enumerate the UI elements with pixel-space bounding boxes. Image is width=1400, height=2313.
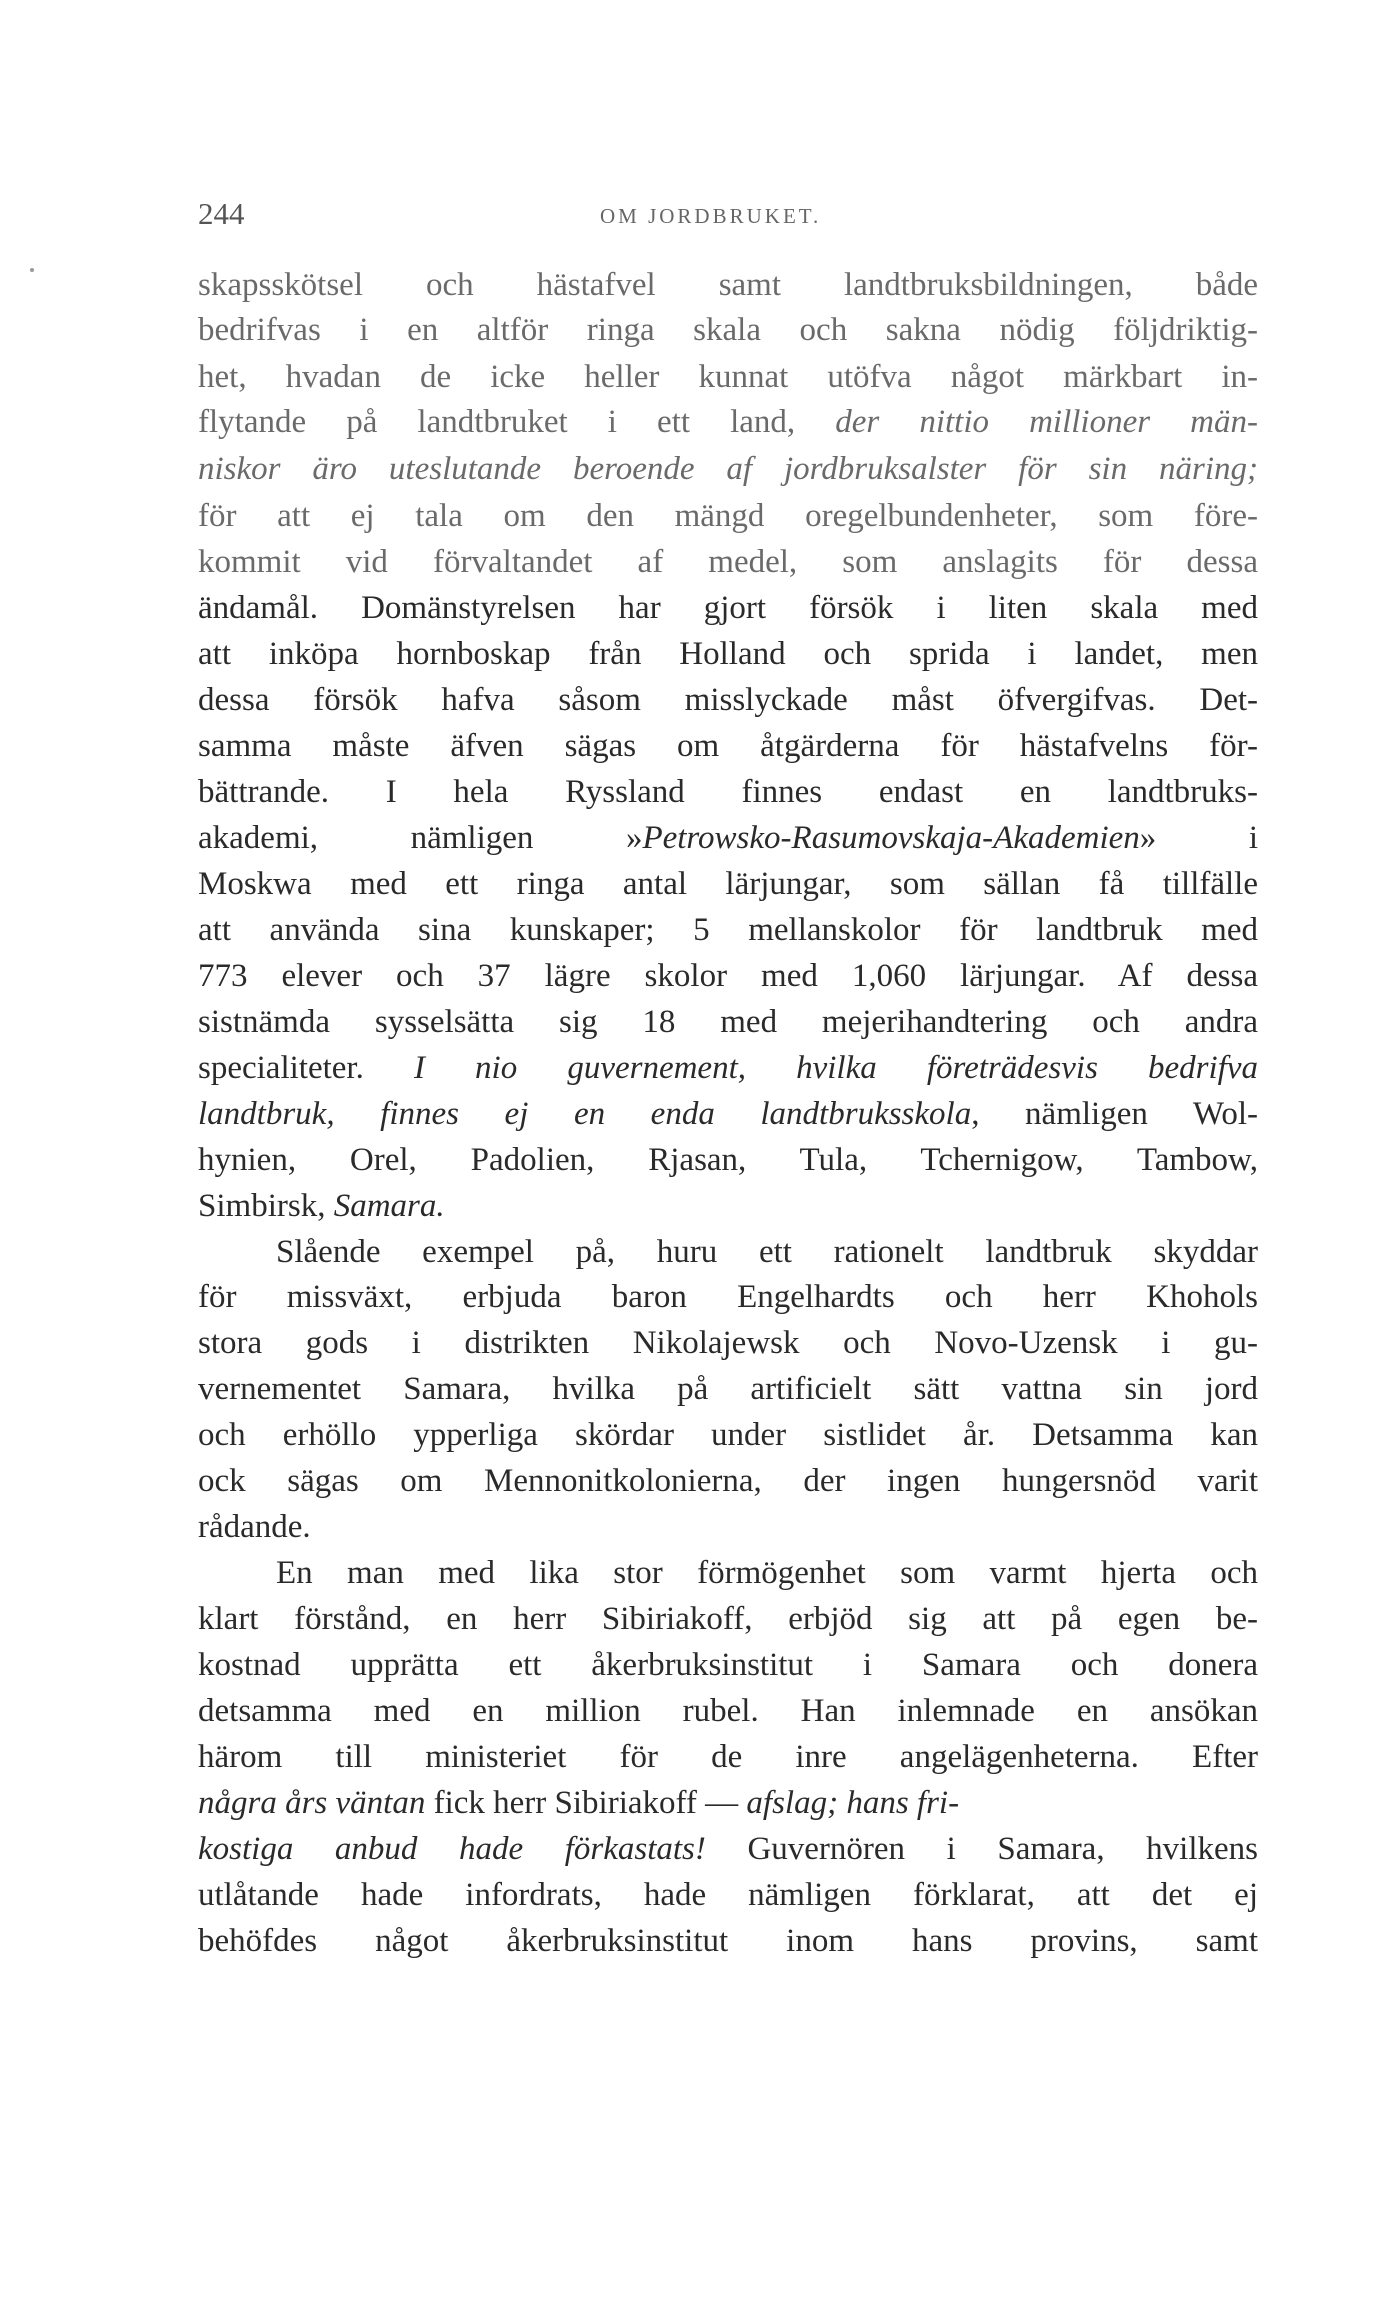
text-line bbox=[198, 815, 1258, 861]
text-line bbox=[198, 399, 1258, 445]
line-content bbox=[198, 399, 1258, 445]
text-line bbox=[198, 262, 1258, 308]
text-line bbox=[276, 1229, 1258, 1275]
line-content bbox=[198, 723, 1258, 769]
line-content bbox=[198, 1872, 1258, 1918]
text-line bbox=[198, 1366, 1258, 1412]
text-line bbox=[198, 677, 1258, 723]
roman-text: bättrande. I hela Ryssland finnes endast en landtbruks- bbox=[198, 774, 1258, 810]
line-content bbox=[198, 1734, 1258, 1780]
text-line bbox=[198, 1688, 1258, 1734]
roman-text: specialiteter. bbox=[198, 1050, 414, 1086]
text-line bbox=[198, 769, 1258, 815]
line-content bbox=[198, 861, 1258, 907]
line-content bbox=[198, 815, 1258, 861]
text-line bbox=[198, 1596, 1258, 1642]
line-content bbox=[198, 1688, 1258, 1734]
roman-text: vernementet Samara, hvilka på artificielt sätt vattna sin jord bbox=[198, 1371, 1258, 1407]
line-content bbox=[198, 1826, 1258, 1872]
text-line bbox=[198, 1734, 1258, 1780]
line-content bbox=[198, 907, 1258, 953]
text-line bbox=[198, 723, 1258, 769]
text-line bbox=[276, 1550, 1258, 1596]
italic-text: landtbruk, finnes ej en enda landtbruksskola bbox=[198, 1096, 972, 1132]
line-content bbox=[198, 1458, 1258, 1504]
roman-text: härom till ministeriet för de inre angelägenheterna. Efter bbox=[198, 1739, 1258, 1775]
italic-text: några års väntan bbox=[198, 1785, 426, 1821]
roman-text: het, hvadan de icke heller kunnat utöfva något märkbart in- bbox=[198, 359, 1258, 395]
italic-text: Samara. bbox=[333, 1188, 445, 1224]
line-content bbox=[276, 1550, 1258, 1596]
line-content bbox=[198, 1320, 1258, 1366]
roman-text: att inköpa hornboskap från Holland och sprida i landet, men bbox=[198, 636, 1258, 672]
text-line bbox=[198, 1045, 1258, 1091]
roman-text: Moskwa med ett ringa antal lärjungar, som sällan få tillfälle bbox=[198, 866, 1258, 902]
text-line bbox=[198, 861, 1258, 907]
line-content bbox=[198, 1412, 1258, 1458]
text-line bbox=[198, 1918, 1258, 1964]
line-content bbox=[198, 1642, 1258, 1688]
roman-text: sistnämda sysselsätta sig 18 med mejerihandtering och andra bbox=[198, 1004, 1258, 1040]
roman-text: fick herr Sibiriakoff — bbox=[425, 1785, 747, 1821]
roman-text: kommit vid förvaltandet af medel, som anslagits för dessa bbox=[198, 544, 1258, 580]
roman-text: utlåtande hade infordrats, hade nämligen förklarat, att det ej bbox=[198, 1877, 1258, 1913]
roman-text: akademi, nämligen » bbox=[198, 820, 643, 856]
text-line bbox=[198, 1826, 1258, 1872]
roman-text: Simbirsk, bbox=[198, 1188, 334, 1224]
line-content bbox=[198, 677, 1258, 723]
line-content bbox=[198, 1918, 1258, 1964]
roman-text: Slående exempel på, huru ett rationelt landtbruk skyddar bbox=[276, 1234, 1258, 1270]
roman-text: kostnad upprätta ett åkerbruksinstitut i Samara och donera bbox=[198, 1647, 1258, 1683]
line-content bbox=[198, 1366, 1258, 1412]
line-content bbox=[198, 354, 1258, 400]
roman-text: , nämligen Wol- bbox=[971, 1096, 1258, 1132]
roman-text: Guvernören i Samara, hvilkens bbox=[705, 1831, 1258, 1867]
text-line bbox=[198, 907, 1258, 953]
roman-text: samma måste äfven sägas om åtgärderna för hästafvelns för- bbox=[198, 728, 1258, 764]
roman-text: flytande på landtbruket i ett land, bbox=[198, 404, 836, 440]
line-content bbox=[198, 1596, 1258, 1642]
line-content bbox=[198, 953, 1258, 999]
line-content bbox=[198, 539, 1258, 585]
roman-text: och erhöllo ypperliga skördar under sistlidet år. Detsamma kan bbox=[198, 1417, 1258, 1453]
text-line bbox=[198, 493, 1258, 539]
roman-text: bedrifvas i en altför ringa skala och sakna nödig följdriktig- bbox=[198, 312, 1258, 348]
roman-text: behöfdes något åkerbruksinstitut inom hans provins, samt bbox=[198, 1923, 1258, 1959]
text-line bbox=[198, 999, 1258, 1045]
line-content bbox=[198, 446, 1258, 492]
text-line bbox=[198, 1320, 1258, 1366]
text-line bbox=[198, 1412, 1258, 1458]
line-content bbox=[198, 1045, 1258, 1091]
running-head: OM JORDBRUKET. bbox=[600, 204, 822, 228]
roman-text: dessa försök hafva såsom misslyckade måst öfvergifvas. Det- bbox=[198, 682, 1258, 718]
roman-text: hynien, Orel, Padolien, Rjasan, Tula, Tchernigow, Tambow, bbox=[198, 1142, 1258, 1178]
line-content bbox=[198, 1137, 1258, 1183]
italic-text: Petrowsko-Rasumovskaja-Akademien bbox=[642, 820, 1140, 856]
line-content bbox=[198, 262, 1258, 308]
text-line bbox=[198, 539, 1258, 585]
roman-text: ock sägas om Mennonitkolonierna, der ingen hungersnöd varit bbox=[198, 1463, 1258, 1499]
page-speck bbox=[30, 268, 34, 272]
text-line bbox=[198, 1872, 1258, 1918]
roman-text: för att ej tala om den mängd oregelbundenheter, som före- bbox=[198, 498, 1258, 534]
line-content bbox=[198, 307, 1258, 353]
line-content bbox=[198, 1183, 445, 1229]
text-line bbox=[198, 307, 1258, 353]
text-line bbox=[198, 953, 1258, 999]
text-line bbox=[198, 1642, 1258, 1688]
roman-text: att använda sina kunskaper; 5 mellanskolor för landtbruk med bbox=[198, 912, 1258, 948]
line-content bbox=[198, 585, 1258, 631]
text-line bbox=[198, 1274, 1258, 1320]
roman-text: rådande. bbox=[198, 1509, 311, 1545]
page-number: 244 bbox=[198, 196, 245, 231]
roman-text: detsamma med en million rubel. Han inlemnade en ansökan bbox=[198, 1693, 1258, 1729]
line-content bbox=[198, 1274, 1258, 1320]
text-line bbox=[198, 1183, 1258, 1229]
italic-text: kostiga anbud hade förkastats! bbox=[198, 1831, 706, 1867]
italic-text: der nittio millioner män- bbox=[835, 404, 1258, 440]
text-line bbox=[198, 1091, 1258, 1137]
line-content bbox=[198, 631, 1258, 677]
roman-text: En man med lika stor förmögenhet som varmt hjerta och bbox=[276, 1555, 1258, 1591]
italic-text: I nio guvernement, hvilka företrädesvis bedrifva bbox=[413, 1050, 1258, 1086]
text-line bbox=[198, 1780, 1258, 1826]
line-content bbox=[198, 1504, 311, 1550]
text-line bbox=[198, 1137, 1258, 1183]
line-content bbox=[198, 999, 1258, 1045]
page-header bbox=[198, 196, 1258, 236]
text-line bbox=[198, 446, 1258, 492]
line-content bbox=[198, 769, 1258, 815]
roman-text: » i bbox=[1139, 820, 1258, 856]
roman-text: skapsskötsel och hästafvel samt landtbruksbildningen, både bbox=[198, 267, 1258, 303]
text-line bbox=[198, 354, 1258, 400]
text-line bbox=[198, 1458, 1258, 1504]
text-line bbox=[198, 1504, 1258, 1550]
line-content bbox=[198, 1780, 959, 1826]
line-content bbox=[276, 1229, 1258, 1275]
roman-text: ändamål. Domänstyrelsen har gjort försök i liten skala med bbox=[198, 590, 1258, 626]
roman-text: 773 elever och 37 lägre skolor med 1,060 lärjungar. Af dessa bbox=[198, 958, 1258, 994]
italic-text: niskor äro uteslutande beroende af jordbruksalster för sin näring; bbox=[198, 451, 1258, 487]
roman-text: klart förstånd, en herr Sibiriakoff, erbjöd sig att på egen be- bbox=[198, 1601, 1258, 1637]
line-content bbox=[198, 1091, 1258, 1137]
roman-text: för missväxt, erbjuda baron Engelhardts och herr Khohols bbox=[198, 1279, 1258, 1315]
roman-text: stora gods i distrikten Nikolajewsk och Novo-Uzensk i gu- bbox=[198, 1325, 1258, 1361]
text-line bbox=[198, 631, 1258, 677]
italic-text: afslag; hans fri- bbox=[746, 1785, 960, 1821]
text-line bbox=[198, 585, 1258, 631]
line-content bbox=[198, 493, 1258, 539]
